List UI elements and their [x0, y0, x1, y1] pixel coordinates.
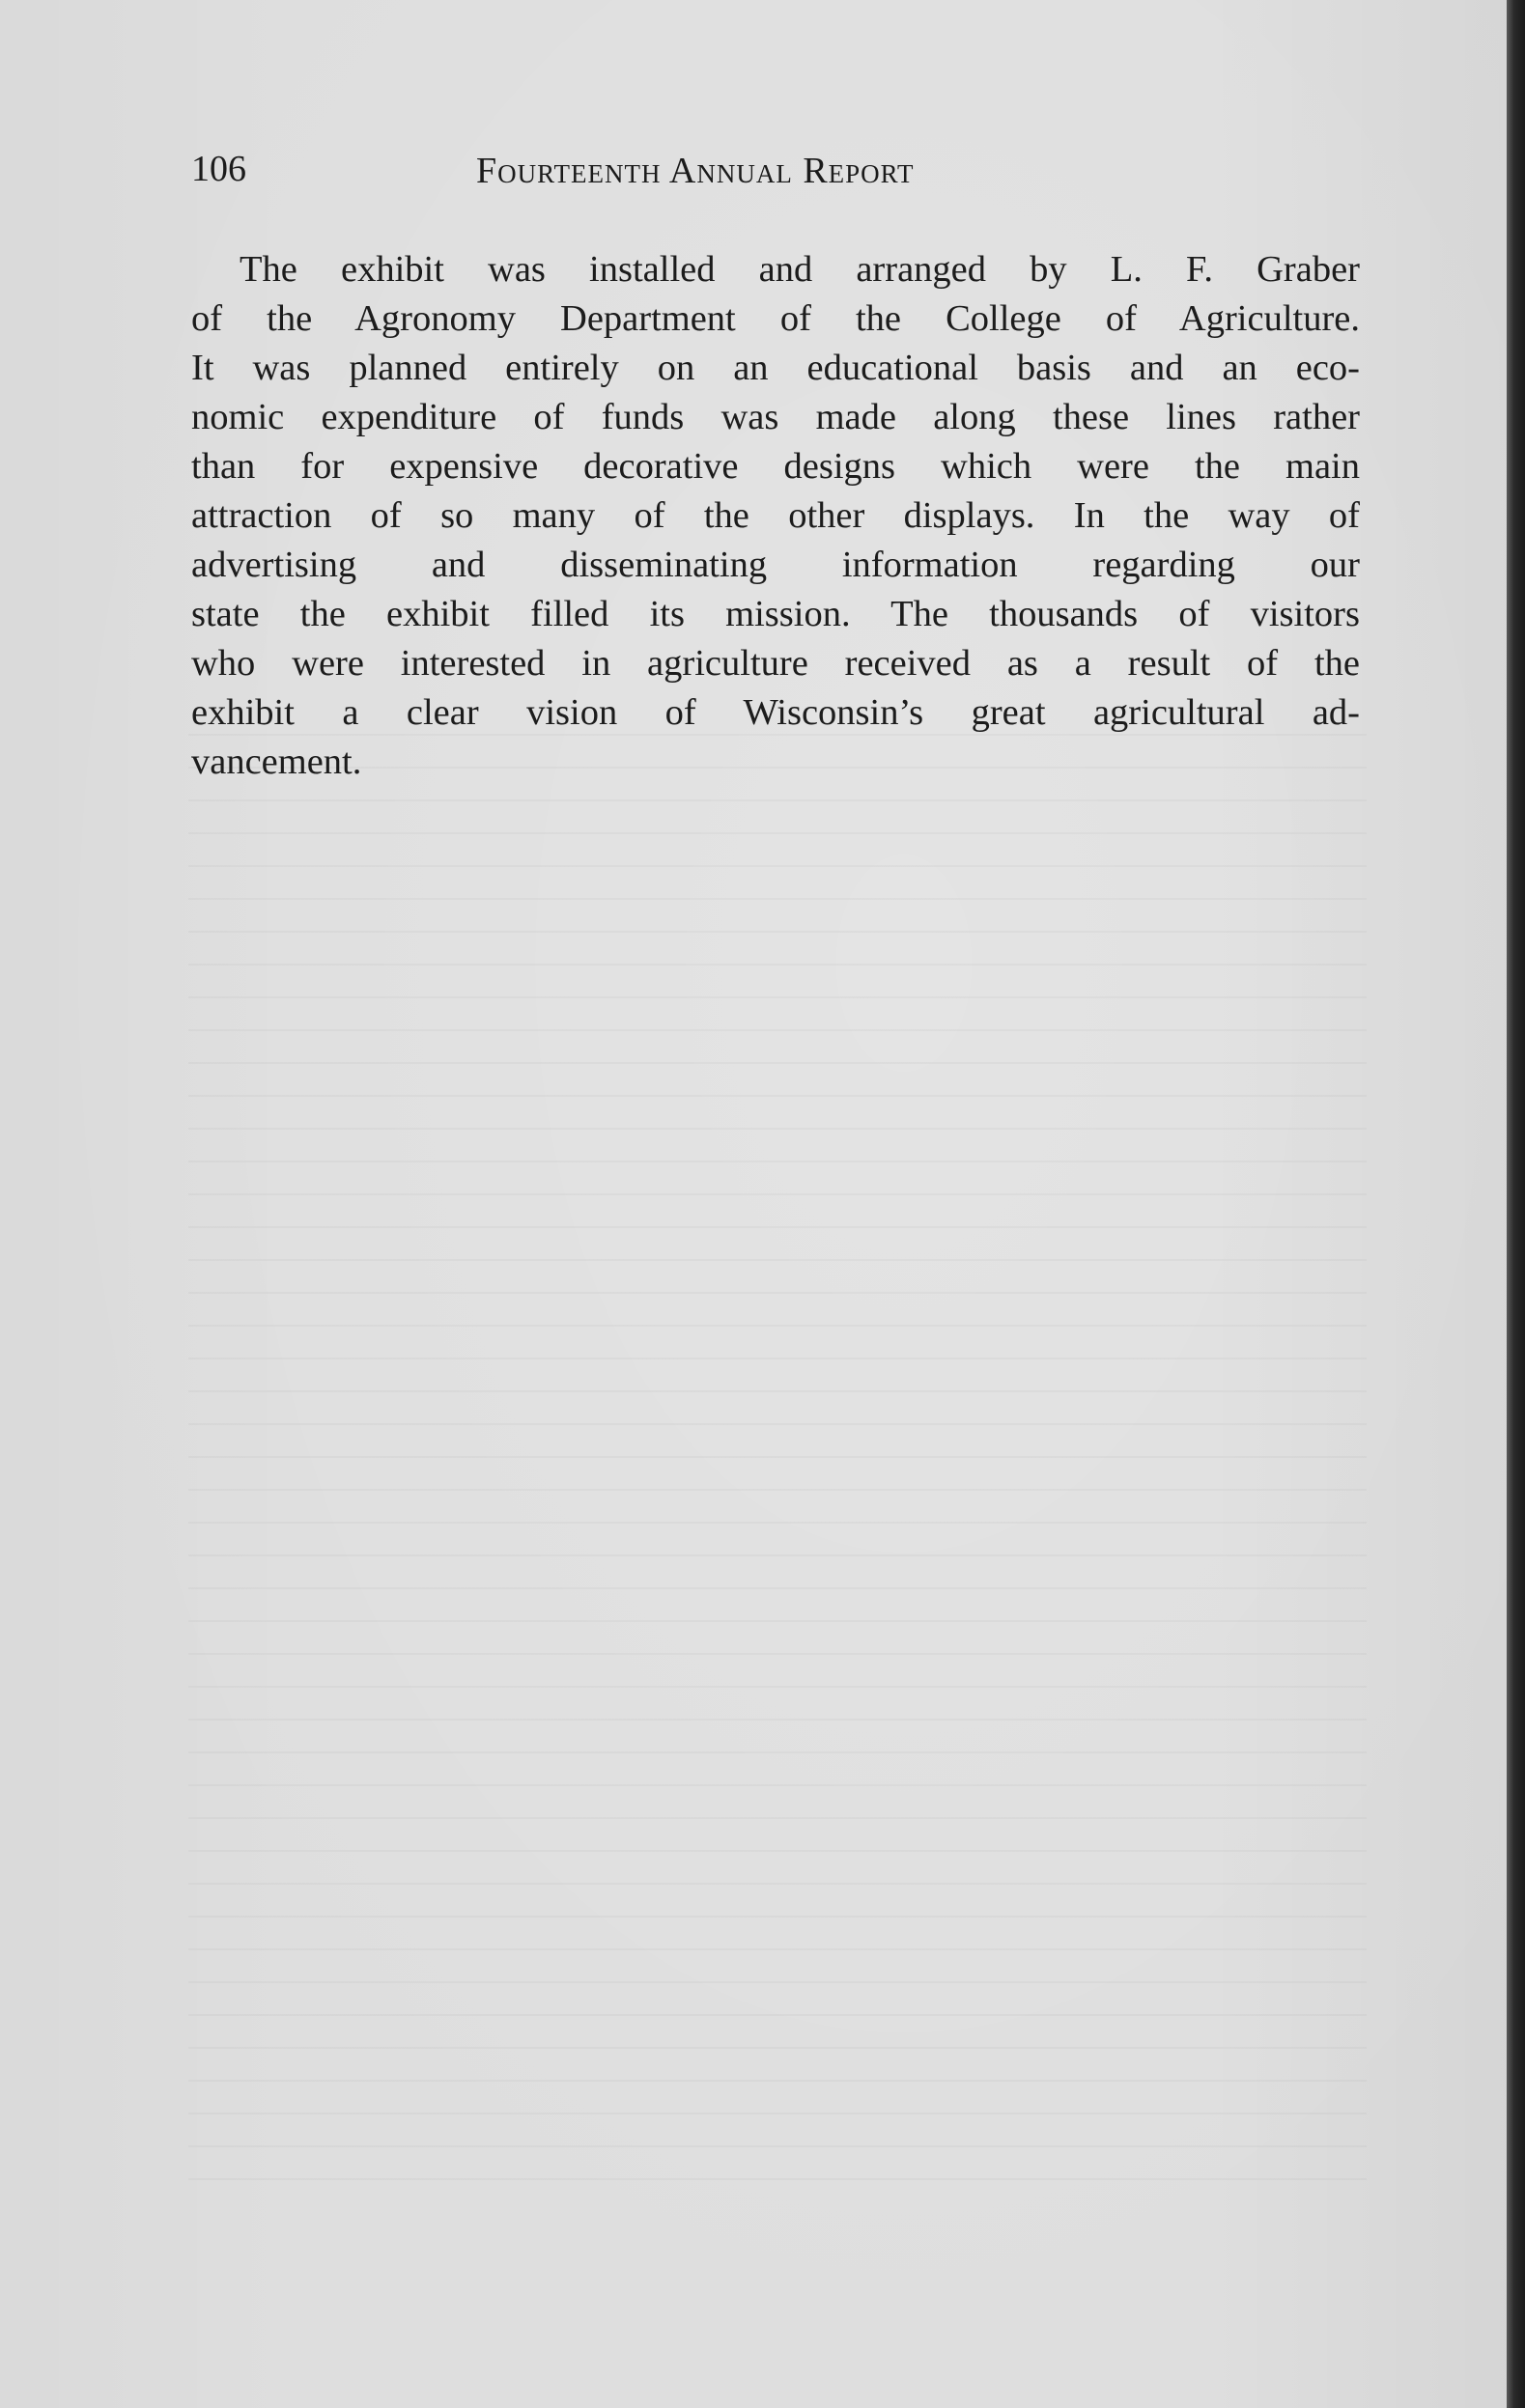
running-title: Fourteenth Annual Report — [476, 151, 915, 191]
text-line: advertising and disseminating information regarding our — [191, 545, 1360, 585]
text-line: state the exhibit filled its mission. The thousands of visitors — [191, 594, 1360, 634]
running-head — [191, 145, 1360, 199]
text-line: It was planned entirely on an educational basis and an eco- — [191, 348, 1360, 388]
text-line: than for expensive decorative designs which were the main — [191, 446, 1360, 487]
text-line: exhibit a clear vision of Wisconsin’s great agricultural ad- — [191, 692, 1360, 733]
page-number: 106 — [191, 149, 246, 189]
text-line: of the Agronomy Department of the College of Agriculture. — [191, 298, 1360, 339]
bleed-through-texture — [188, 734, 1367, 2182]
text-line: who were interested in agriculture received as a result of the — [191, 643, 1360, 684]
page-edge-shadow — [1507, 0, 1525, 2408]
body-paragraph — [191, 245, 1360, 787]
text-line: The exhibit was installed and arranged by L. F. Graber — [240, 249, 1360, 290]
text-line: attraction of so many of the other displays. In the way of — [191, 495, 1360, 536]
text-line: nomic expenditure of funds was made along these lines rather — [191, 397, 1360, 437]
text-line: vancement. — [191, 742, 362, 782]
